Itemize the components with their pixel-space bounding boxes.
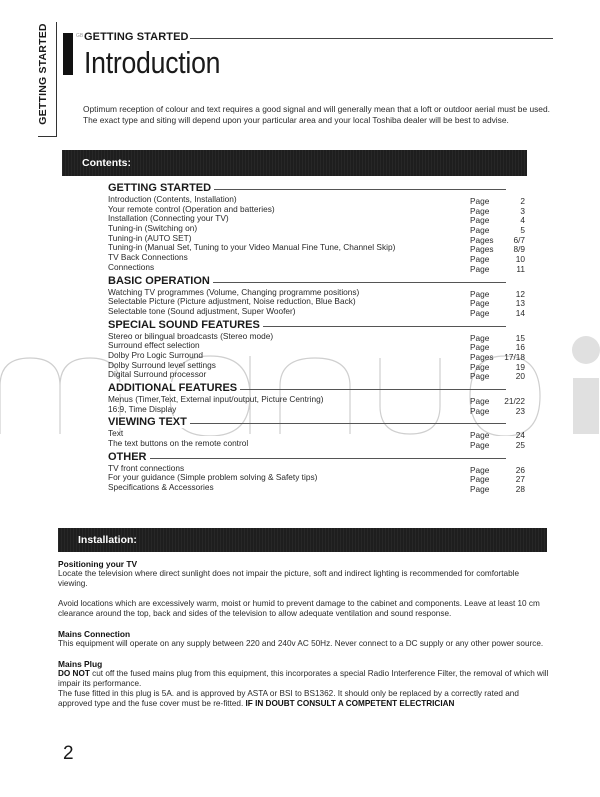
toc-entry	[108, 439, 524, 449]
toc-page-number: 25	[515, 440, 525, 451]
toc-page-label: Page	[470, 307, 490, 318]
toc-entry-title: Stereo or bilingual broadcasts (Stereo mode)	[108, 330, 274, 341]
toc-page-number: 6/7	[513, 234, 525, 245]
toc-heading-label: ADDITIONAL FEATURES	[108, 382, 240, 394]
fuse-text: The fuse fitted in this plug is 5A. and is approved by ASTA or BSI to BS1362. It should only be replaced by a correctly rated and approved type and the fuse cover must be re-fitted.	[58, 689, 519, 708]
page-title: Introduction	[84, 45, 221, 80]
toc-entry	[108, 405, 524, 415]
section-label: GETTING STARTED	[84, 31, 189, 43]
toc-page-number: 19	[515, 361, 525, 372]
mains-plug-paragraph-1	[58, 669, 550, 689]
contents-heading-bar	[62, 150, 527, 176]
toc-entry	[108, 263, 524, 273]
toc-entry	[108, 483, 524, 493]
side-tab-rule	[56, 22, 57, 137]
mains-connection-heading: Mains Connection	[58, 629, 131, 639]
toc-section	[108, 319, 524, 380]
toc-section	[108, 451, 524, 493]
toc-entry-title: TV front connections	[108, 462, 185, 473]
toc-entry-title: Selectable Picture (Picture adjustment, Noise reduction, Blue Back)	[108, 296, 356, 307]
toc-page-number: 23	[515, 405, 525, 416]
toc-entry	[108, 370, 524, 380]
toc-page-number: 10	[515, 254, 525, 265]
toc-page-number: 28	[515, 484, 525, 495]
toc-entry-title: Installation (Connecting your TV)	[108, 213, 229, 224]
toc-entry-title: Tuning-in (Switching on)	[108, 223, 198, 234]
section-marker-block	[63, 33, 73, 75]
toc-entry-title: Tuning-in (AUTO SET)	[108, 232, 192, 243]
toc-page-number: 15	[515, 332, 525, 343]
toc-section-heading	[108, 275, 524, 288]
installation-body	[58, 559, 550, 709]
toc-page-label: Page	[470, 484, 490, 495]
side-tab	[34, 22, 54, 136]
toc-page-label: Page	[470, 196, 490, 206]
side-tab-rule-bottom	[38, 136, 57, 137]
positioning-paragraph-1: Locate the television where direct sunlight does not impair the picture, soft and indirect lighting is recommended for comfortable viewing.	[58, 569, 520, 588]
toc-page-label: Page	[470, 288, 490, 299]
toc-page-number: 26	[515, 464, 525, 475]
toc-heading-label: OTHER	[108, 451, 150, 463]
toc-section	[108, 382, 524, 414]
toc-entry-title: 16:9, Time Display	[108, 403, 177, 414]
toc-section	[108, 182, 524, 273]
toc-page-number: 13	[515, 298, 525, 309]
toc-page-label: Page	[470, 342, 490, 353]
toc-entry-title: Dolby Surround level settings	[108, 359, 216, 370]
toc-heading-label: VIEWING TEXT	[108, 416, 190, 428]
toc-page-label: Page	[470, 464, 490, 475]
toc-entry-title: Introduction (Contents, Installation)	[108, 194, 237, 204]
toc-section-heading	[108, 416, 524, 429]
toc-page-label: Page	[470, 371, 490, 382]
toc-page-number: 11	[516, 263, 525, 274]
toc-entry-title: Tuning-in (Manual Set, Tuning to your Video Manual Fine Tune, Channel Skip)	[108, 242, 396, 253]
toc-section	[108, 275, 524, 317]
toc-page-label: Page	[470, 430, 490, 441]
toc-entry-title: Watching TV programmes (Volume, Changing programme positions)	[108, 286, 360, 297]
toc-page-label: Page	[470, 263, 490, 274]
mains-plug-heading: Mains Plug	[58, 659, 103, 669]
toc-page-label: Pages	[470, 244, 494, 255]
toc-page-label: Page	[470, 225, 490, 236]
header-rule	[190, 38, 553, 39]
toc-section-heading	[108, 451, 524, 464]
toc-entry-title: TV Back Connections	[108, 252, 188, 263]
toc-page-label: Page	[470, 215, 490, 226]
toc-entry-title: For your guidance (Simple problem solving & Safety tips)	[108, 472, 318, 483]
toc-entry-title: Menus (Timer,Text, External input/output, Picture Centring)	[108, 394, 324, 404]
toc-page-label: Page	[470, 332, 490, 343]
toc-page-label: Page	[470, 205, 490, 216]
toc-entry	[108, 307, 524, 317]
toc-page-number: 5	[520, 225, 525, 236]
toc-page-number: 3	[520, 205, 525, 216]
mains-plug-paragraph-2	[58, 689, 550, 709]
toc-entry-title: Digital Surround processor	[108, 369, 207, 380]
toc-entry-title: The text buttons on the remote control	[108, 438, 249, 449]
toc-page-label: Pages	[470, 351, 494, 362]
toc-page-number: 2	[520, 196, 525, 206]
toc-page-number: 21/22	[504, 396, 525, 406]
table-of-contents	[108, 182, 524, 495]
toc-page-number: 20	[515, 371, 525, 382]
toc-entry	[108, 253, 524, 263]
installation-heading-bar	[58, 528, 547, 552]
toc-heading-label: BASIC OPERATION	[108, 275, 213, 287]
toc-page-label: Page	[470, 440, 490, 451]
toc-heading-label: GETTING STARTED	[108, 182, 214, 194]
do-not-emphasis: DO NOT	[58, 669, 90, 678]
toc-page-label: Page	[470, 361, 490, 372]
toc-entry-title: Connections	[108, 261, 155, 272]
intro-paragraph: Optimum reception of colour and text requires a good signal and will generally mean that a loft or outdoor aerial must be used. The exact type and siting will depend upon your particular area and your local Toshiba dealer will be best to advise.	[83, 104, 550, 125]
toc-heading-label: SPECIAL SOUND FEATURES	[108, 319, 263, 331]
toc-page-number: 16	[515, 342, 525, 353]
toc-page-label: Page	[470, 474, 490, 485]
toc-section-heading	[108, 182, 524, 195]
mains-plug-text: cut off the fused mains plug from this equipment, this incorporates a special Radio Interference Filter, the removal of which will impair its performance.	[58, 669, 549, 688]
toc-page-number: 24	[515, 430, 525, 441]
toc-section-heading	[108, 319, 524, 332]
positioning-paragraph-2: Avoid locations which are excessively warm, moist or humid to prevent damage to the cabinet and components. Leave at least 10 cm clearance around the top, back and sides of the television to allow adequate ventilation and sound response.	[58, 599, 540, 618]
toc-page-number: 27	[515, 474, 525, 485]
toc-page-label: Page	[470, 254, 490, 265]
toc-page-label: Pages	[470, 234, 494, 245]
toc-entry-title: Selectable tone (Sound adjustment, Super Woofer)	[108, 305, 296, 316]
toc-page-label: Page	[470, 298, 490, 309]
toc-entry-title: Your remote control (Operation and batteries)	[108, 203, 275, 214]
toc-entry-title: Surround effect selection	[108, 340, 200, 351]
toc-entry-title: Dolby Pro Logic Surround	[108, 349, 204, 360]
toc-page-number: 12	[515, 288, 525, 299]
toc-page-number: 4	[520, 215, 525, 226]
mains-connection-paragraph: This equipment will operate on any supply between 220 and 240v AC 50Hz. Never connect to a DC supply or any other power source.	[58, 639, 544, 648]
language-mark: GB	[76, 33, 84, 39]
installation-heading: Installation:	[78, 534, 137, 546]
contents-heading: Contents:	[82, 157, 131, 169]
toc-entry-title: Text	[108, 428, 124, 439]
toc-page-label: Page	[470, 405, 490, 416]
toc-page-number: 17/18	[504, 351, 525, 362]
toc-page-number: 14	[515, 307, 525, 318]
page-number: 2	[63, 743, 74, 764]
toc-heading-rule	[108, 458, 506, 459]
toc-entry-title: Specifications & Accessories	[108, 482, 214, 493]
toc-section	[108, 416, 525, 451]
toc-page-label: Page	[470, 396, 490, 406]
side-tab-label: GETTING STARTED	[37, 23, 49, 125]
electrician-warning: IF IN DOUBT CONSULT A COMPETENT ELECTRICIAN	[245, 699, 455, 708]
toc-page-number: 8/9	[513, 244, 525, 255]
positioning-heading: Positioning your TV	[58, 559, 138, 569]
